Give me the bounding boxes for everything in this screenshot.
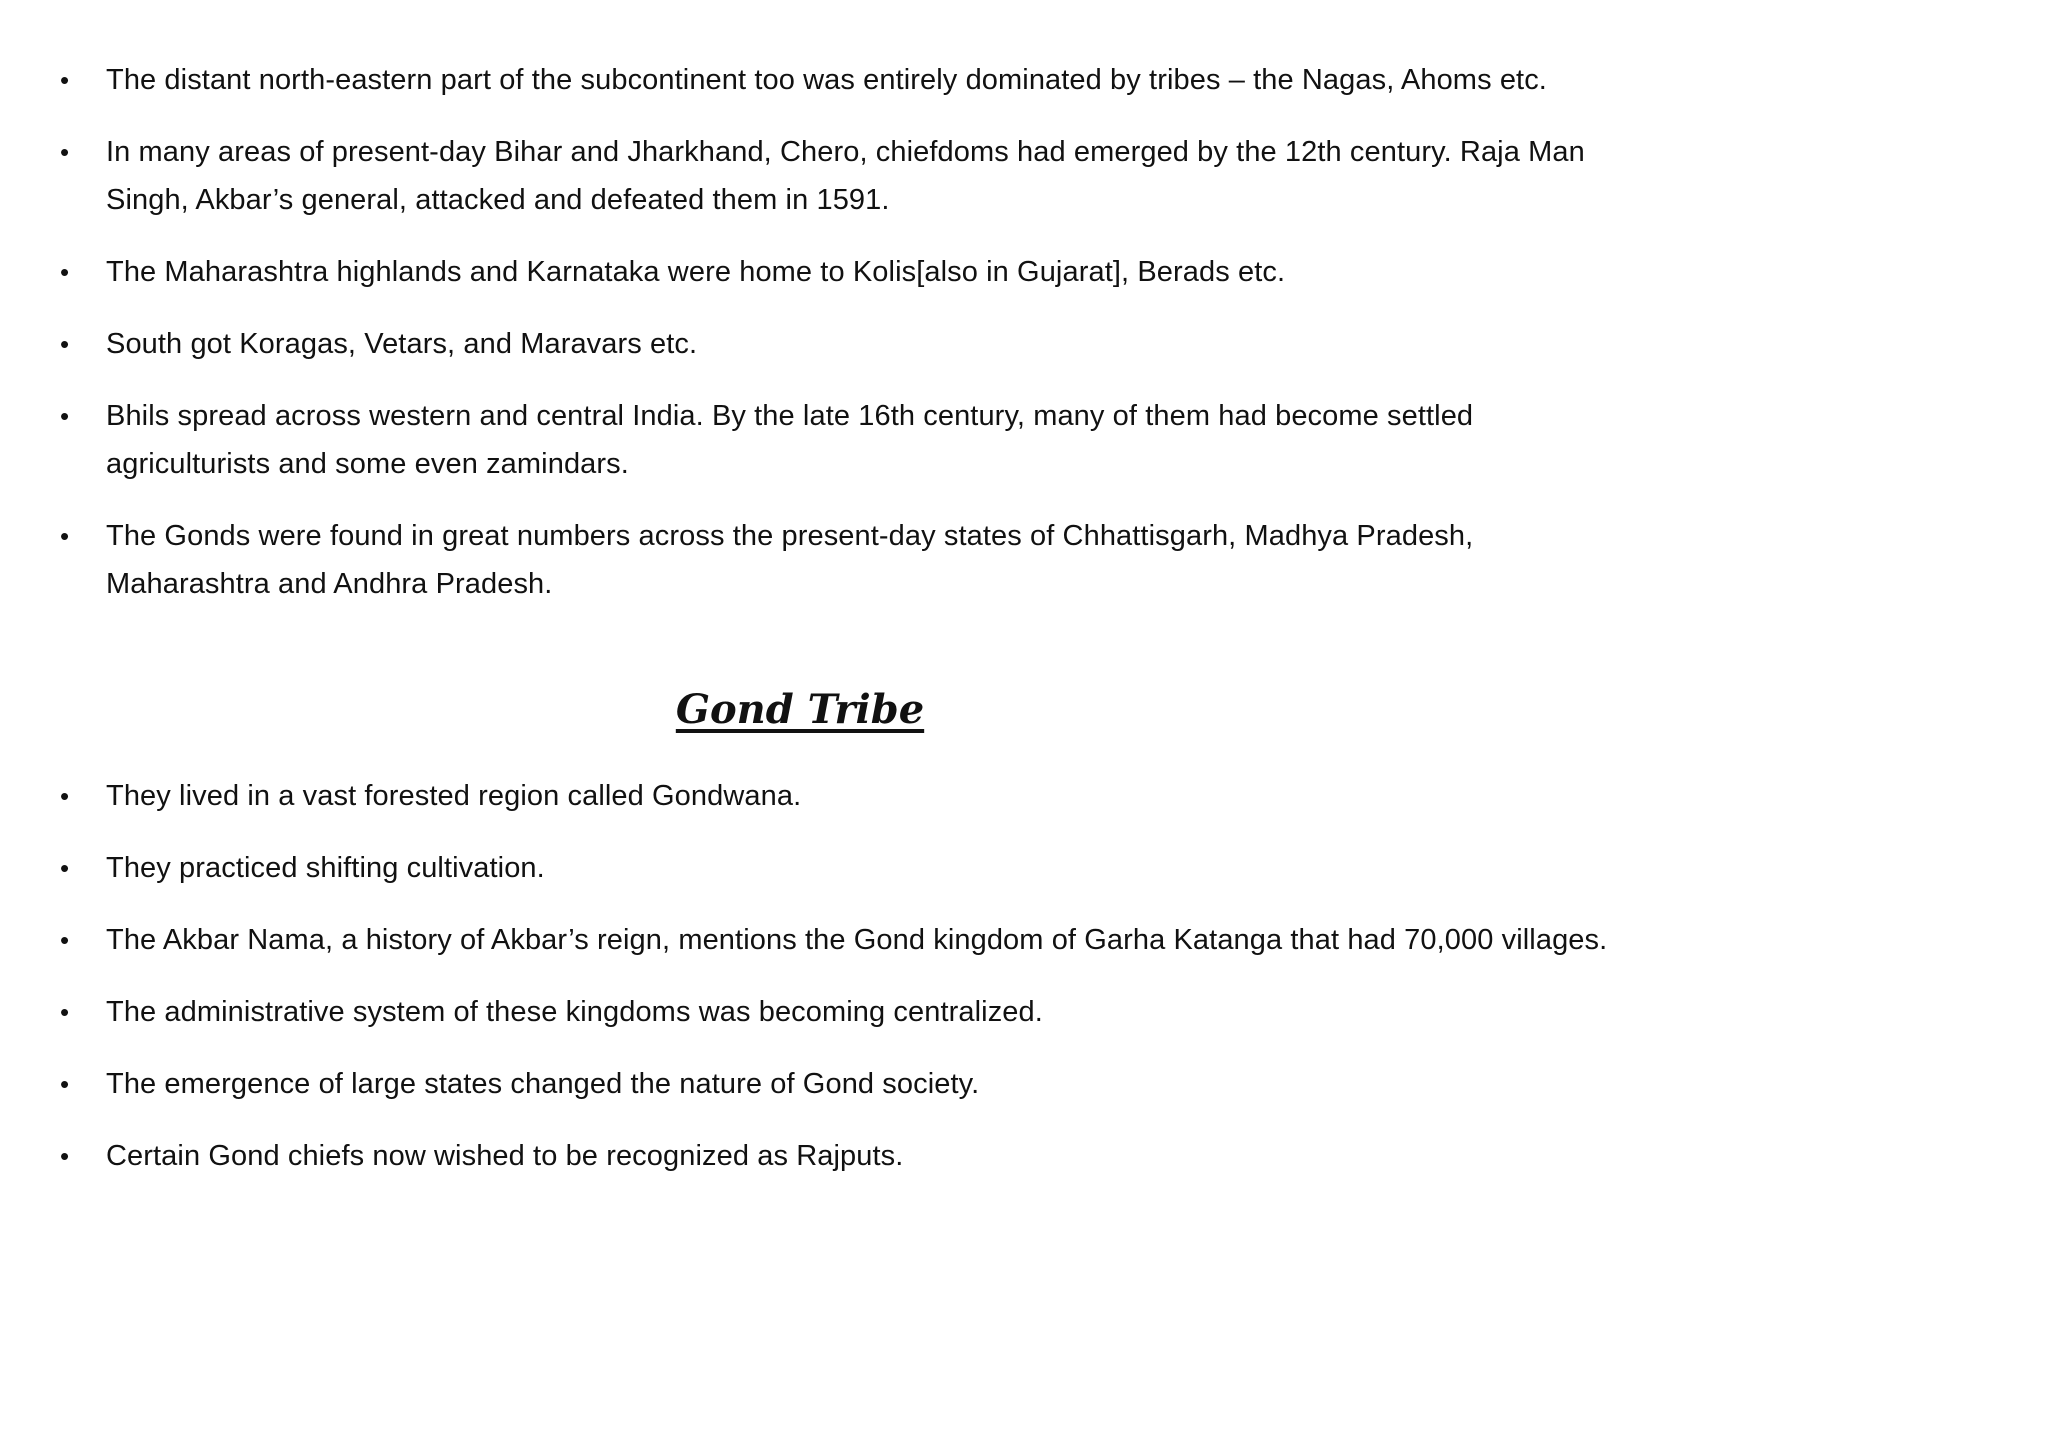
list-item: [56, 844, 1616, 892]
list-item-text: The Gonds were found in great numbers across the present-day states of Chhattisgarh, Madhya Pradesh, Maharashtra and Andhra Pradesh.: [106, 520, 1474, 600]
list-item-text: The administrative system of these kingdoms was becoming centralized.: [106, 996, 1043, 1028]
bullet-icon: •: [60, 853, 70, 883]
list-item: [56, 56, 1616, 104]
list-item-text: Certain Gond chiefs now wished to be recognized as Rajputs.: [106, 1140, 904, 1172]
list-item-text: The Maharashtra highlands and Karnataka were home to Kolis[also in Gujarat], Berads etc.: [106, 256, 1286, 288]
list-item: [56, 772, 1616, 820]
list-item: [56, 1132, 1616, 1180]
list-item-text: In many areas of present-day Bihar and Jharkhand, Chero, chiefdoms had emerged by the 12th century. Raja Man Singh, Akbar’s general, attacked and defeated them in 1591.: [106, 136, 1585, 216]
list-item: [56, 320, 1616, 368]
bullet-icon: •: [60, 1069, 70, 1099]
bullet-icon: •: [60, 65, 70, 95]
list-item: [56, 248, 1616, 296]
section-heading: Gond Tribe: [675, 686, 925, 733]
list-item: [56, 392, 1616, 488]
list-item: [56, 916, 1616, 964]
bullet-icon: •: [60, 997, 70, 1027]
list-item: [56, 512, 1616, 608]
bullet-icon: •: [60, 401, 70, 431]
list-item-text: Bhils spread across western and central India. By the late 16th century, many of them had become settled agriculturists and some even zamindars.: [106, 400, 1474, 480]
list-item-text: The distant north-eastern part of the subcontinent too was entirely dominated by tribes – the Nagas, Ahoms etc.: [106, 64, 1547, 96]
list-item-text: The Akbar Nama, a history of Akbar’s reign, mentions the Gond kingdom of Garha Katanga that had 70,000 villages.: [106, 924, 1608, 956]
intro-bullet-list: [56, 56, 1616, 632]
bullet-icon: •: [60, 925, 70, 955]
list-item-text: The emergence of large states changed the nature of Gond society.: [106, 1068, 980, 1100]
list-item: [56, 1060, 1616, 1108]
bullet-icon: •: [60, 137, 70, 167]
list-item-text: They lived in a vast forested region called Gondwana.: [106, 780, 802, 812]
bullet-icon: •: [60, 781, 70, 811]
bullet-icon: •: [60, 257, 70, 287]
bullet-icon: •: [60, 1141, 70, 1171]
list-item-text: South got Koragas, Vetars, and Maravars etc.: [106, 328, 698, 360]
list-item-text: They practiced shifting cultivation.: [106, 852, 545, 884]
gond-bullet-list: [56, 772, 1616, 1204]
bullet-icon: •: [60, 521, 70, 551]
bullet-icon: •: [60, 329, 70, 359]
list-item: [56, 128, 1616, 224]
list-item: [56, 988, 1616, 1036]
